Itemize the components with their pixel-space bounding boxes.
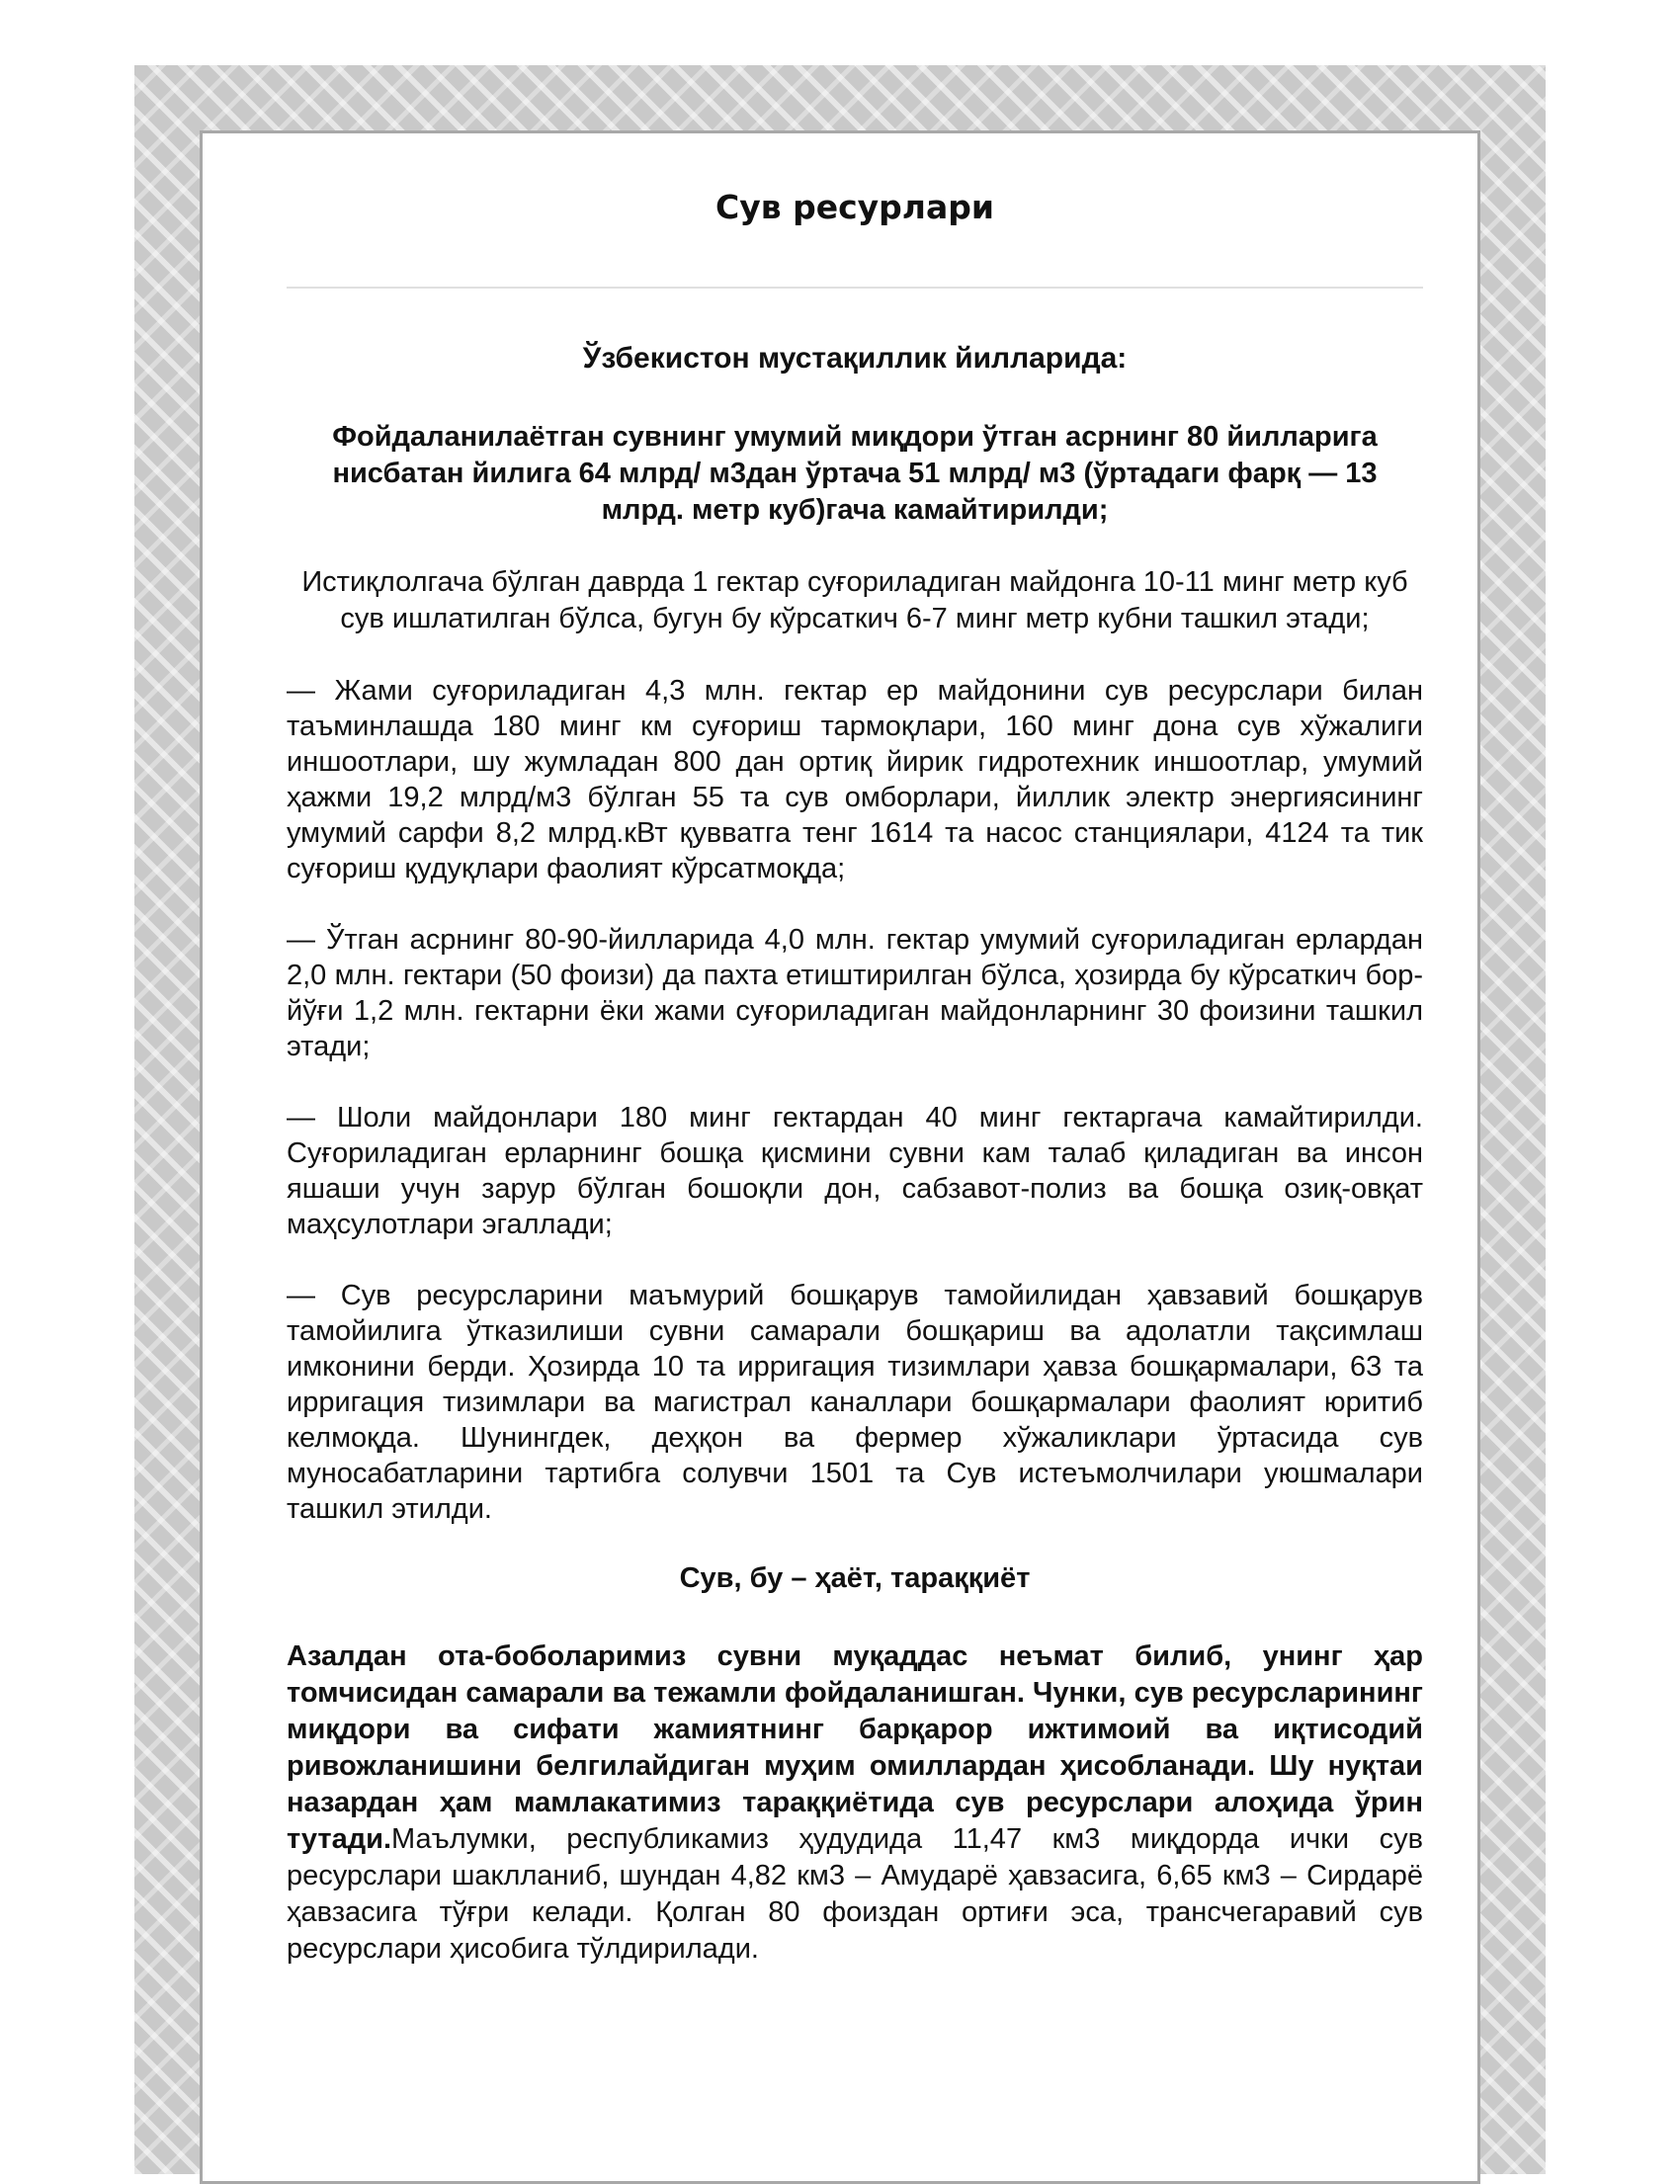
paragraph-irrigation: — Жами суғориладиган 4,3 млн. гектар ер майдонини сув ресурслари билан таъминлашда 180 минг км суғориш тармоқлари, 160 минг дона сув хўжалиги иншоотлари, шу жумладан 800 дан ортиқ йирик гидротехник иншоотлар, умумий ҳажми 19,2 млрд/м3 бўлган 55 та сув омборлари, йиллик электр энергиясининг умумий сарфи 8,2 млрд.кВт қувватга тенг 1614 та насос станциялари, 4124 та тик суғориш қудуқлари фаолият кўрсатмоқда;	[287, 675, 1423, 884]
paragraph-rice: — Шоли майдонлари 180 минг гектардан 40 минг гектаргача камайтирилди. Суғориладиган ерларнинг бошқа қисмини сувни кам талаб қиладиган ва инсон яшаши учун зарур бўлган бошоқли дон, сабзавот-полиз ва бошқа озиқ-овқат маҳсулотлари эгаллади;	[287, 1102, 1423, 1240]
title-divider	[287, 287, 1423, 289]
final-bold-text: Азалдан ота-боболаримиз сувни муқаддас неъмат билиб, унинг ҳар томчисидан самарали ва тежамли фойдаланишган. Чунки, сув ресурсларининг миқдори ва сифати жамиятнинг барқарор ижтимоий ва иқтисодий ривожланишини белгилайдиган муҳим омиллардан ҳисобланади. Шу нуқтаи назардан ҳам мамлакатимиз тараққиётида сув ресурслари алоҳида ўрин тутади.	[287, 1640, 1423, 1855]
final-paragraph	[287, 1638, 1423, 1968]
subheading: Сув, бу – ҳаёт, тараққиёт	[679, 1562, 1031, 1594]
paragraph-cotton: — Ўтган асрнинг 80-90-йилларида 4,0 млн. гектар умумий суғориладиган ерлардан 2,0 млн. гектари (50 фоизи) да пахта етиштирилган бўлса, ҳозирда бу кўрсаткич бор-йўғи 1,2 млн. гектарни ёки жами суғориладиган майдонларнинг 30 фоизини ташкил этади;	[287, 924, 1423, 1062]
document-content	[287, 178, 1423, 1968]
page-title: Сув ресурлари	[715, 188, 994, 226]
final-regular-text: Маълумки, республикамиз ҳудудида 11,47 км3 миқдорда ички сув ресурслари шаклланиб, шундан 4,82 км3 – Амударё ҳавзасига, 6,65 км3 – Сирдарё ҳавзасига тўғри келади. Қолган 80 фоиздан ортиғи эса, трансчегаравий сув ресурслари ҳисобига тўлдирилади.	[287, 1823, 1423, 1965]
paragraph-management: — Сув ресурсларини маъмурий бошқарув тамойилидан ҳавзавий бошқарув тамойилига ўтказилиши сувни самарали бошқариш ва адолатли тақсимлаш имконини берди. Ҳозирда 10 та ирригация тизимлари ҳавза бошқармалари, 63 та ирригация тизимлари ва магистрал каналлари бошқармалари фаолият юритиб келмоқда. Шунингдек, деҳқон ва фермер хўжаликлари ўртасида сув муносабатларини тартибга солувчи 1501 та Сув истеъмолчилари уюшмалари ташкил этилди.	[287, 1280, 1423, 1525]
lead-bold-paragraph: Фойдаланилаётган сувнинг умумий миқдори ўтган асрнинг 80 йилларига нисбатан йилига 64 млрд/ м3дан ўртача 51 млрд/ м3 (ўртадаги фарқ — 13 млрд. метр куб)гача камайтирилди;	[332, 421, 1378, 526]
section-heading: Ўзбекистон мустақиллик йилларида:	[582, 342, 1128, 375]
lead-center-paragraph: Истиқлолгача бўлган даврда 1 гектар суғориладиган майдонга 10-11 минг метр куб сув ишлатилган бўлса, бугун бу кўрсаткич 6-7 минг метр кубни ташкил этади;	[301, 566, 1408, 634]
